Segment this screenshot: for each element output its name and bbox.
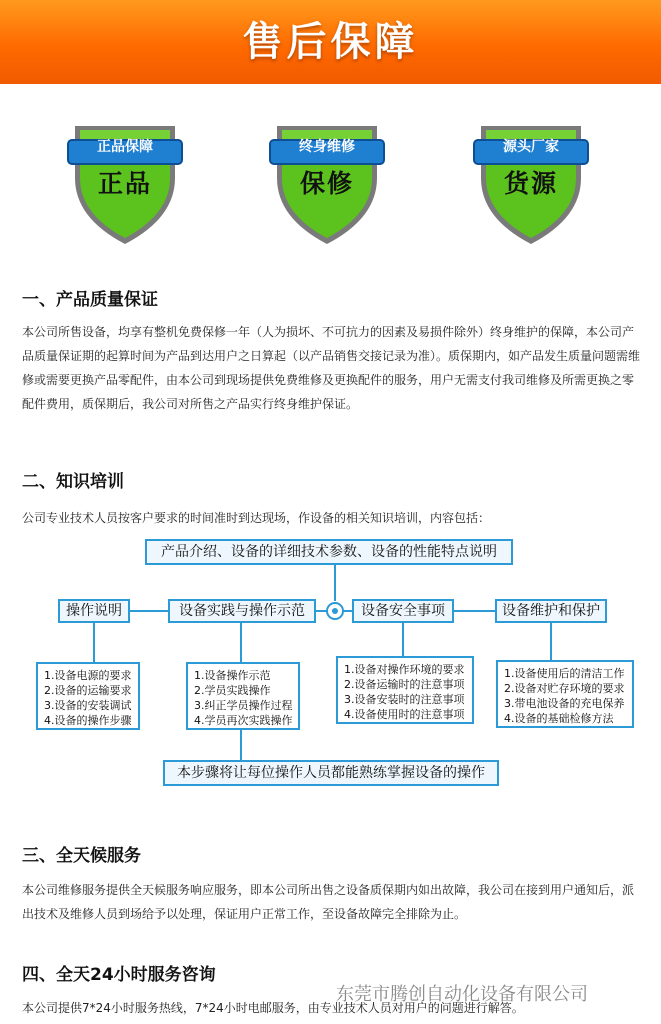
- diagram-node-practice: 设备实践与操作示范: [168, 599, 316, 623]
- diagram-node-maintenance: 设备维护和保护: [495, 599, 607, 623]
- badge-label: 正品: [97, 169, 152, 198]
- section-text-training: 公司专业技术人员按客户要求的时间准时到达现场，作设备的相关知识培训，内容包括：: [22, 511, 491, 525]
- diagram-center-node: [326, 602, 344, 620]
- list-item: 3.设备安装时的注意事项: [344, 693, 465, 706]
- list-item: 2.设备对贮存环境的要求: [504, 682, 625, 695]
- list-item: 4.设备使用时的注意事项: [344, 708, 465, 721]
- diagram-list-safety: [336, 656, 474, 724]
- diagram-node-operation: 操作说明: [58, 599, 130, 623]
- ribbon-label: 终身维修: [299, 139, 355, 155]
- section-title-quality: 一、产品质量保证: [22, 290, 158, 310]
- company-watermark: 东莞市腾创自动化设备有限公司: [336, 984, 588, 1005]
- diagram-list-maintenance: [496, 660, 634, 728]
- ribbon-label: 正品保障: [97, 139, 153, 155]
- section-text-consult: 本公司提供7*24小时服务热线，7*24小时电邮服务，由专业技术人员对用户的问题进行解答。: [22, 1001, 524, 1015]
- list-item: 4.学员再次实践操作: [194, 714, 293, 727]
- list-item: 1.设备电源的要求: [44, 669, 132, 682]
- section-title-service: 三、全天候服务: [22, 846, 141, 866]
- diagram-top-box: 产品介绍、设备的详细技术参数、设备的性能特点说明: [145, 539, 513, 565]
- list-item: 2.设备的运输要求: [44, 684, 132, 697]
- list-item: 4.设备的操作步骤: [44, 714, 132, 727]
- section-title-consult: 四、全天24小时服务咨询: [22, 965, 216, 985]
- page-title: 售后保障: [242, 19, 419, 65]
- header-banner: [0, 0, 661, 84]
- shield-badge-repair: [262, 118, 392, 248]
- list-item: 3.设备的安装调试: [44, 699, 132, 712]
- list-item: 4.设备的基础检修方法: [504, 712, 614, 725]
- section-title-training: 二、知识培训: [22, 472, 124, 492]
- ribbon-label: 源头厂家: [503, 139, 559, 155]
- shield-badge-source: [466, 118, 596, 248]
- section-text-service: 本公司维修服务提供全天候服务响应服务，即本公司所出售之设备质保期内如出故障，我公司在接到用户通知后，派出技术及维修人员到场给予以处理，保证用户正常工作，至设备故障完全排除为止。: [22, 883, 635, 921]
- list-item: 2.学员实践操作: [194, 684, 271, 697]
- list-item: 1.设备对操作环境的要求: [344, 663, 465, 676]
- diagram-list-operation: [36, 662, 140, 730]
- diagram-bottom-box: 本步骤将让每位操作人员都能熟练掌握设备的操作: [163, 760, 499, 786]
- list-item: 2.设备运输时的注意事项: [344, 678, 465, 691]
- diagram-list-practice: [186, 662, 300, 730]
- diagram-node-safety: 设备安全事项: [352, 599, 454, 623]
- shield-badge-genuine: [60, 118, 190, 248]
- list-item: 3.带电池设备的充电保养: [504, 697, 625, 710]
- list-item: 1.设备使用后的清洁工作: [504, 667, 625, 680]
- badge-label: 货源: [503, 169, 558, 198]
- list-item: 1.设备操作示范: [194, 669, 271, 682]
- badge-label: 保修: [299, 169, 354, 198]
- section-text-quality: 本公司所售设备，均享有整机免费保修一年（人为损坏、不可抗力的因素及易损件除外）终身维护的保障，本公司产品质量保证期的起算时间为产品到达用户之日算起（以产品销售交接记录为准）。质保期内，如产品发生质量问题需维修或需要更换产品零配件，由本公司到现场提供免费维修及更换配件的服务，用户无需支付我司维修及所需更换之零配件费用，质保期后，我公司对所售之产品实行终身维护保证。: [22, 325, 641, 411]
- list-item: 3.纠正学员操作过程: [194, 699, 293, 712]
